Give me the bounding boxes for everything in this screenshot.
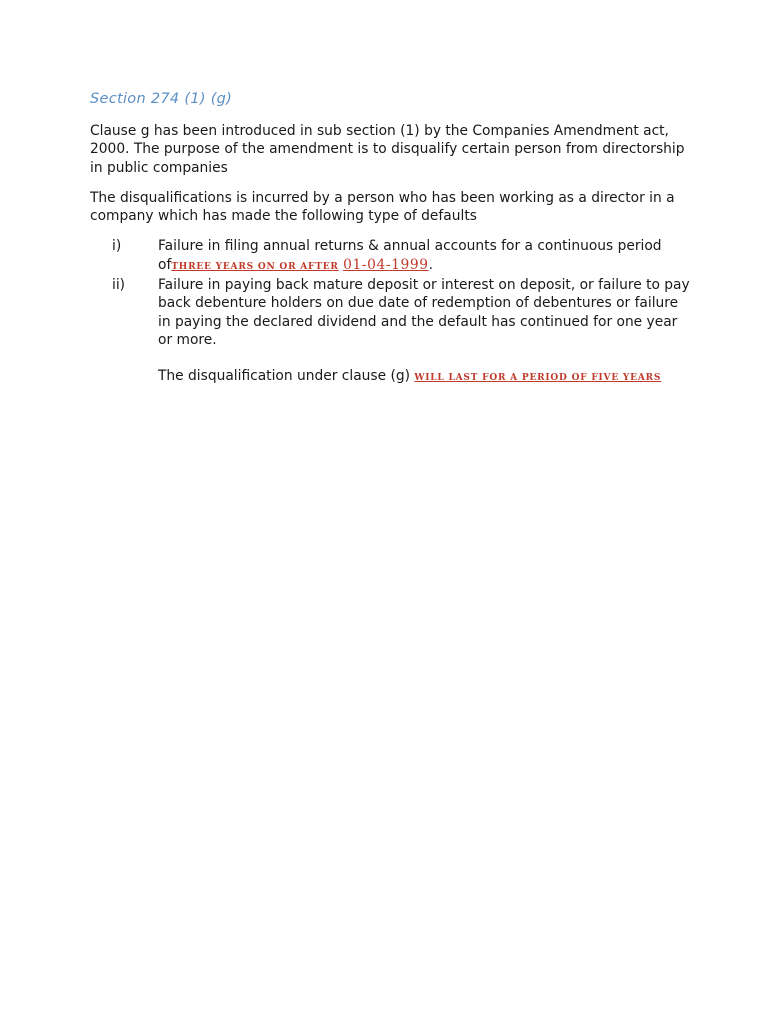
document-page [90,88,690,388]
list-marker: i) [112,238,122,255]
section-heading: Section 274 (1) (g) [90,91,233,107]
list-marker: ii) [112,277,126,294]
list-item-text-before: Failure in filing annual returns & annual accounts for a continuous period of [158,238,662,273]
list-item [90,276,690,349]
highlight-date: 01-04-1999 [343,256,429,273]
intro-paragraph: Clause g has been introduced in sub section (1) by the Companies Amendment act, 2000. The purpose of the amendment is to disqualify certain person from directorship in public companies [90,123,685,176]
highlight-period: THREE YEARS ON OR AFTER [171,261,339,272]
list-item-text-after: . [428,256,434,273]
defaults-paragraph: The disqualifications is incurred by a person who has been working as a director in a company which has made the following type of defaults [90,189,675,225]
defaults-list [90,237,690,349]
closing-paragraph [158,367,690,387]
list-item-text: Failure in paying back mature deposit or interest on deposit, or failure to pay back debenture holders on due date of redemption of debentures or failure in paying the declared dividend and the default has continued for one year or more. [158,277,690,348]
list-item [90,237,690,276]
highlight-duration: WILL LAST FOR A PERIOD OF FIVE YEARS [414,373,662,384]
closing-text: The disqualification under clause (g) [158,368,410,385]
list-item-text [158,237,690,276]
